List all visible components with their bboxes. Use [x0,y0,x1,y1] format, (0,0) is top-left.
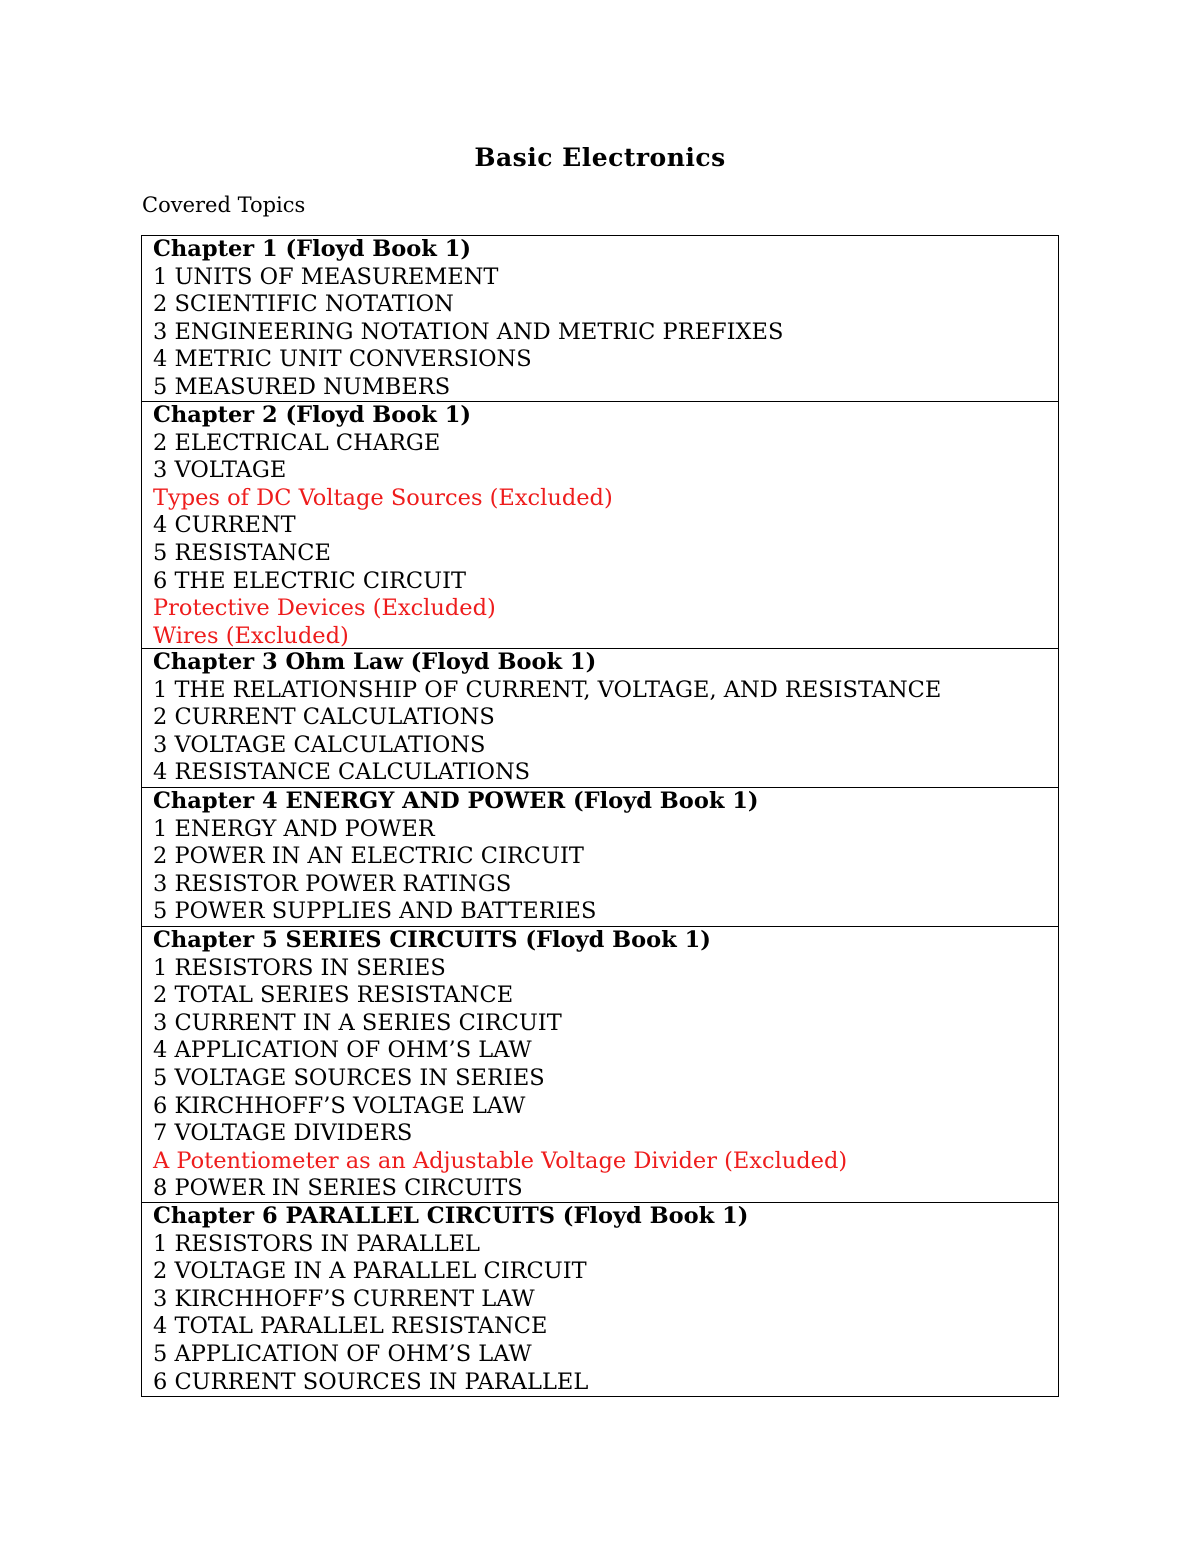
chapter-3 [142,649,1058,788]
topic-item: 3 VOLTAGE CALCULATIONS [153,731,486,758]
topic-item: 4 RESISTANCE CALCULATIONS [153,759,531,786]
chapter-5 [142,927,1058,1203]
chapter-title: Chapter 5 SERIES CIRCUITS (Floyd Book 1) [153,927,711,953]
topic-item: 2 VOLTAGE IN A PARALLEL CIRCUIT [153,1258,587,1285]
topic-item: 6 CURRENT SOURCES IN PARALLEL [153,1368,589,1395]
chapter-4 [142,788,1058,927]
topic-item: 3 ENGINEERING NOTATION AND METRIC PREFIXES [153,318,784,345]
topic-item: 7 VOLTAGE DIVIDERS [153,1120,413,1147]
topic-item: 4 METRIC UNIT CONVERSIONS [153,346,532,373]
topic-item: 2 TOTAL SERIES RESISTANCE [153,982,514,1009]
chapter-title: Chapter 2 (Floyd Book 1) [153,402,472,428]
topic-item: 3 CURRENT IN A SERIES CIRCUIT [153,1009,562,1036]
topic-item: 6 KIRCHHOFF’S VOLTAGE LAW [153,1092,526,1119]
topics-table [141,235,1059,1397]
topic-item: 1 THE RELATIONSHIP OF CURRENT, VOLTAGE, AND RESISTANCE [153,676,942,703]
chapter-title: Chapter 1 (Floyd Book 1) [153,236,472,262]
topic-item: 5 POWER SUPPLIES AND BATTERIES [153,898,597,925]
topic-item: 4 TOTAL PARALLEL RESISTANCE [153,1313,548,1340]
topic-item: 5 APPLICATION OF OHM’S LAW [153,1340,532,1367]
topic-item: 1 RESISTORS IN SERIES [153,954,446,981]
excluded-topic-item: A Potentiometer as an Adjustable Voltage Divider (Excluded) [153,1147,848,1174]
topic-item: 4 APPLICATION OF OHM’S LAW [153,1037,532,1064]
topic-item: 3 VOLTAGE [153,457,287,484]
chapter-2 [142,402,1058,649]
topic-item: 1 RESISTORS IN PARALLEL [153,1230,480,1257]
page-title: Basic Electronics [474,143,726,172]
chapter-title: Chapter 3 Ohm Law (Floyd Book 1) [153,649,597,675]
topic-item: 6 THE ELECTRIC CIRCUIT [153,567,467,594]
chapter-6 [142,1203,1058,1396]
subtitle: Covered Topics [142,193,306,217]
topic-item: 5 VOLTAGE SOURCES IN SERIES [153,1064,545,1091]
topic-item: 3 KIRCHHOFF’S CURRENT LAW [153,1285,535,1312]
excluded-topic-item: Types of DC Voltage Sources (Excluded) [153,484,613,511]
topic-item: 5 RESISTANCE [153,539,331,566]
topic-item: 4 CURRENT [153,512,296,539]
topic-item: 2 SCIENTIFIC NOTATION [153,291,454,318]
topic-item: 8 POWER IN SERIES CIRCUITS [153,1175,523,1202]
topic-item: 5 MEASURED NUMBERS [153,373,451,400]
excluded-topic-item: Protective Devices (Excluded) [153,595,496,622]
chapter-title: Chapter 4 ENERGY AND POWER (Floyd Book 1) [153,788,759,814]
topic-item: 2 ELECTRICAL CHARGE [153,429,441,456]
chapter-1 [142,236,1058,402]
topic-item: 2 POWER IN AN ELECTRIC CIRCUIT [153,843,584,870]
excluded-topic-item: Wires (Excluded) [153,622,349,649]
topic-item: 3 RESISTOR POWER RATINGS [153,870,512,897]
topic-item: 1 UNITS OF MEASUREMENT [153,263,499,290]
topic-item: 1 ENERGY AND POWER [153,815,435,842]
chapter-title: Chapter 6 PARALLEL CIRCUITS (Floyd Book 1) [153,1203,749,1229]
topic-item: 2 CURRENT CALCULATIONS [153,704,495,731]
